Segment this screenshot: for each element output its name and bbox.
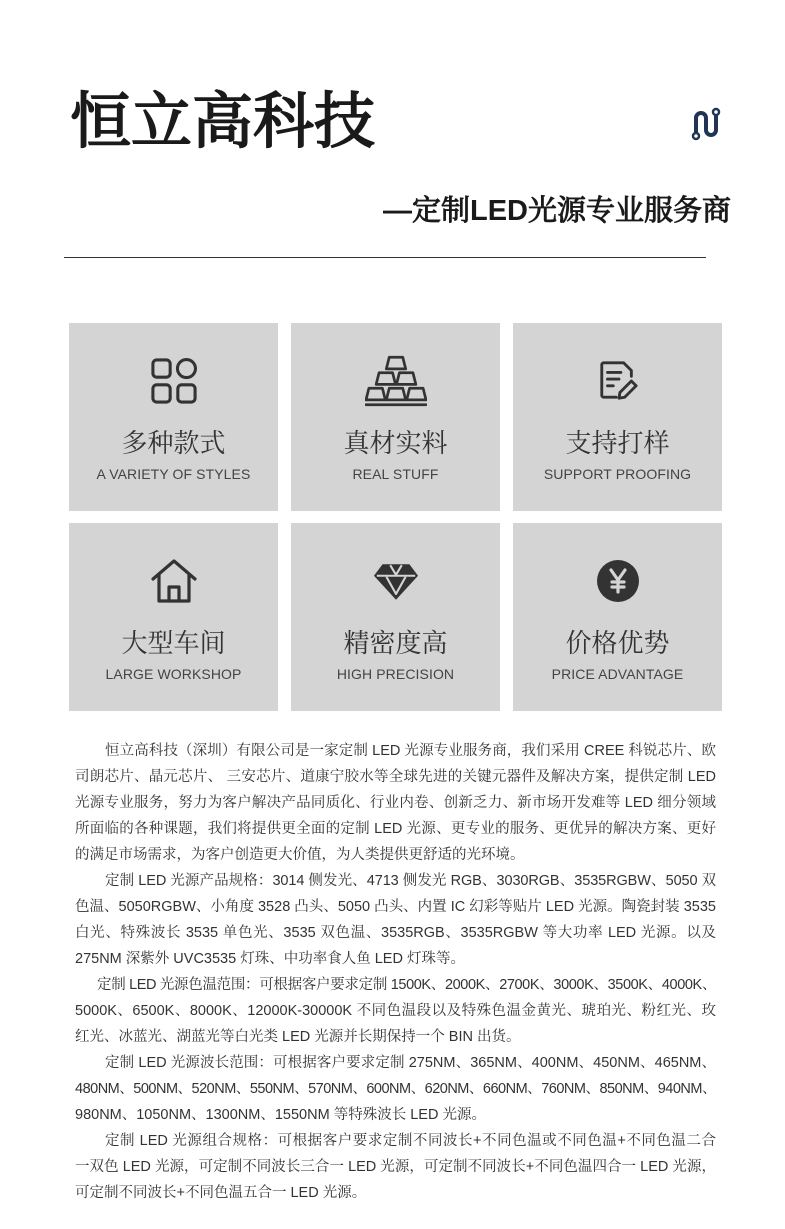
paragraph-company-intro bbox=[75, 738, 716, 868]
paragraph-color-temperature bbox=[75, 972, 716, 1050]
text-line: 司朗芯片、晶元芯片、 三安芯片、道康宁胶水等全球先进的关键元器件及解决方案，提供定制 LED bbox=[75, 769, 716, 785]
text-line: 定制 LED 光源色温范围：可根据客户要求定制 1500K、2000K、2700K、3000K、3500K、4000K、 bbox=[97, 977, 716, 993]
feature-card-real-stuff bbox=[291, 323, 500, 511]
paragraph-combination-specs bbox=[75, 1128, 716, 1206]
feature-title: 大型车间 bbox=[121, 628, 226, 658]
logo-icon bbox=[690, 106, 722, 142]
gold-bars-icon bbox=[364, 354, 428, 408]
feature-card-workshop bbox=[69, 523, 278, 711]
feature-grid bbox=[69, 323, 722, 711]
text-line: 480NM、500NM、520NM、550NM、570NM、600NM、620NM、660NM、760NM、850NM、940NM、 bbox=[75, 1081, 716, 1097]
text-line: 可定制不同波长+不同色温五合一 LED 光源。 bbox=[75, 1185, 367, 1201]
yen-icon bbox=[586, 554, 650, 608]
feature-subtitle: HIGH PRECISION bbox=[336, 666, 455, 682]
feature-subtitle: REAL STUFF bbox=[352, 466, 439, 482]
feature-subtitle: LARGE WORKSHOP bbox=[105, 666, 242, 682]
document-edit-icon bbox=[586, 354, 650, 408]
text-line: 定制 LED 光源波长范围：可根据客户要求定制 275NM、365NM、400NM、450NM、465NM、 bbox=[105, 1055, 716, 1071]
text-line: 白光、特殊波长 3535 单色光、3535 双色温、3535RGB、3535RGBW 等大功率 LED 光源。以及 bbox=[75, 925, 716, 941]
text-line: 一双色 LED 光源，可定制不同波长三合一 LED 光源，可定制不同波长+不同色温四合一 LED 光源， bbox=[75, 1159, 716, 1175]
text-line: 色温、5050RGBW、小角度 3528 凸头、5050 凸头、内置 IC 幻彩等贴片 LED 光源。陶瓷封装 3535 bbox=[75, 899, 716, 915]
text-line: 的满足市场需求，为客户创造更大价值，为人类提供更舒适的光环境。 bbox=[75, 847, 525, 863]
feature-card-proofing bbox=[513, 323, 722, 511]
text-line: 定制 LED 光源组合规格：可根据客户要求定制不同波长+不同色温或不同色温+不同色温二合 bbox=[105, 1133, 716, 1149]
feature-title: 真材实料 bbox=[343, 428, 448, 458]
text-line: 红光、冰蓝光、湖蓝光等白光类 LED 光源并长期保持一个 BIN 出货。 bbox=[75, 1029, 521, 1045]
text-line: 980NM、1050NM、1300NM、1550NM 等特殊波长 LED 光源。 bbox=[75, 1107, 486, 1123]
feature-subtitle: PRICE ADVANTAGE bbox=[551, 666, 684, 682]
header-divider bbox=[64, 257, 706, 258]
page-subtitle: —定制LED光源专业服务商 bbox=[382, 195, 731, 227]
text-line: 恒立高科技（深圳）有限公司是一家定制 LED 光源专业服务商，我们采用 CREE 科锐芯片、欧 bbox=[105, 743, 716, 759]
feature-title: 精密度高 bbox=[343, 628, 448, 658]
description bbox=[75, 738, 716, 1206]
feature-subtitle: A VARIETY OF STYLES bbox=[96, 466, 251, 482]
page-title: 恒立高科技 bbox=[70, 87, 376, 155]
feature-title: 支持打样 bbox=[565, 428, 670, 458]
feature-title: 价格优势 bbox=[565, 628, 670, 658]
grid-icon bbox=[142, 354, 206, 408]
feature-title: 多种款式 bbox=[121, 428, 226, 458]
feature-card-price bbox=[513, 523, 722, 711]
text-line: 5000K、6500K、8000K、12000K-30000K 不同色温段以及特殊色温金黄光、琥珀光、粉红光、玫 bbox=[75, 1003, 716, 1019]
feature-subtitle: SUPPORT PROOFING bbox=[543, 466, 692, 482]
house-icon bbox=[142, 554, 206, 608]
feature-card-styles bbox=[69, 323, 278, 511]
text-line: 275NM 深紫外 UVC3535 灯珠、中功率食人鱼 LED 灯珠等。 bbox=[75, 951, 465, 967]
paragraph-product-specs bbox=[75, 868, 716, 972]
text-line: 所面临的各种课题，我们将提供更全面的定制 LED 光源、更专业的服务、更优异的解决方案、更好 bbox=[75, 821, 716, 837]
paragraph-wavelength bbox=[75, 1050, 716, 1128]
text-line: 定制 LED 光源产品规格：3014 侧发光、4713 侧发光 RGB、3030RGB、3535RGBW、5050 双 bbox=[105, 873, 716, 889]
feature-card-precision bbox=[291, 523, 500, 711]
diamond-icon bbox=[364, 554, 428, 608]
text-line: 光源专业服务，努力为客户解决产品同质化、行业内卷、创新乏力、新市场开发难等 LED 细分领域 bbox=[75, 795, 716, 811]
